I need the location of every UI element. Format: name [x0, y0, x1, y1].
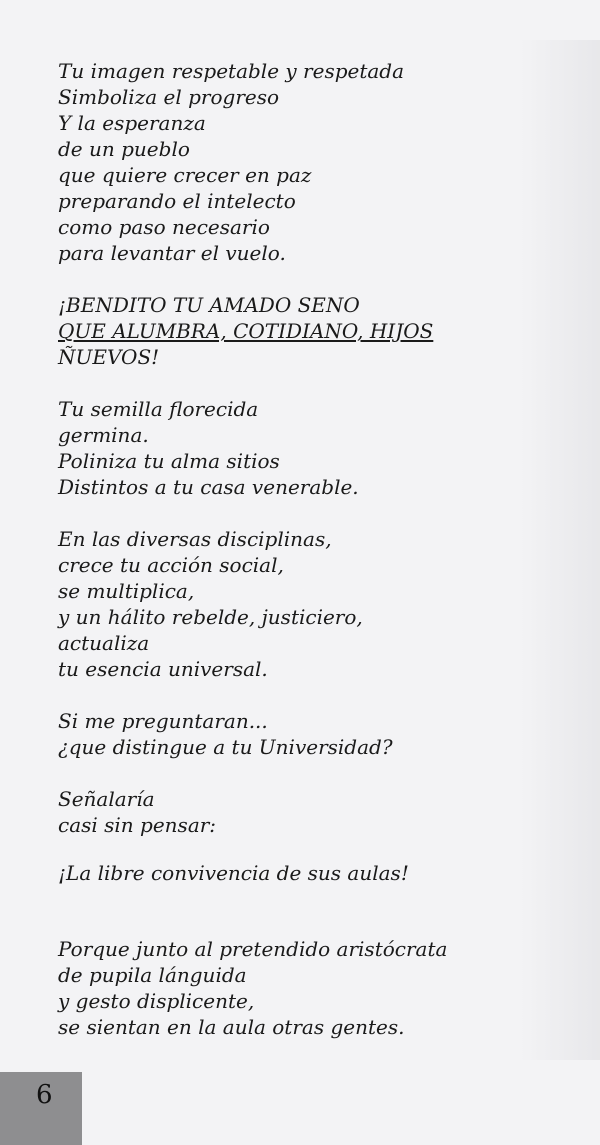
poem-line: Tu imagen respetable y respetada [58, 59, 405, 83]
stanza-5 [58, 708, 528, 760]
poem-line: de pupila lánguida [58, 963, 247, 987]
stanza-8 [58, 936, 528, 1040]
stanza-2 [58, 292, 528, 370]
poem-line: Porque junto al pretendido aristócrata [58, 937, 448, 961]
stanza-1 [58, 58, 528, 266]
poem-line: Y la esperanza [58, 111, 206, 135]
stanza-6 [58, 786, 528, 838]
poem-line: preparando el intelecto [58, 189, 296, 213]
poem-line: y gesto displicente, [58, 989, 255, 1013]
poem-line: ¡BENDITO TU AMADO SENO [58, 293, 360, 317]
poem-line: actualiza [58, 631, 150, 655]
poem-line: Tu semilla florecida [58, 397, 259, 421]
poem-line: QUE ALUMBRA, COTIDIANO, HIJOS [58, 319, 434, 343]
poem-line: germina. [58, 423, 149, 447]
poem-line: Simboliza el progreso [58, 85, 280, 109]
poem-line: se sientan en la aula otras gentes. [58, 1015, 405, 1039]
poem-line: se multiplica, [58, 579, 195, 603]
poem-line: que quiere crecer en paz [58, 163, 312, 187]
stanza-3 [58, 396, 528, 500]
poem-line: ÑUEVOS! [58, 345, 160, 369]
poem-line: Señalaría [58, 787, 155, 811]
page-number-box [0, 1072, 82, 1145]
poem-line: Distintos a tu casa venerable. [58, 475, 359, 499]
poem-line: Poliniza tu alma sitios [58, 449, 280, 473]
poem-line: crece tu acción social, [58, 553, 284, 577]
poem-line: Si me preguntaran... [58, 709, 268, 733]
poem-line: de un pueblo [58, 137, 190, 161]
page-number: 6 [36, 1080, 53, 1110]
poem-line: En las diversas disciplinas, [58, 527, 332, 551]
stanza-4 [58, 526, 528, 682]
poem-line: tu esencia universal. [58, 657, 268, 681]
poem-line: ¿que distingue a tu Universidad? [58, 735, 393, 759]
show-through-bleed [520, 40, 600, 1060]
poem-line: como paso necesario [58, 215, 270, 239]
stanza-7 [58, 860, 528, 886]
poem-line: ¡La libre convivencia de sus aulas! [58, 861, 409, 885]
poem-line: casi sin pensar: [58, 813, 217, 837]
poem-line: para levantar el vuelo. [58, 241, 286, 265]
poem-line: y un hálito rebelde, justiciero, [58, 605, 363, 629]
